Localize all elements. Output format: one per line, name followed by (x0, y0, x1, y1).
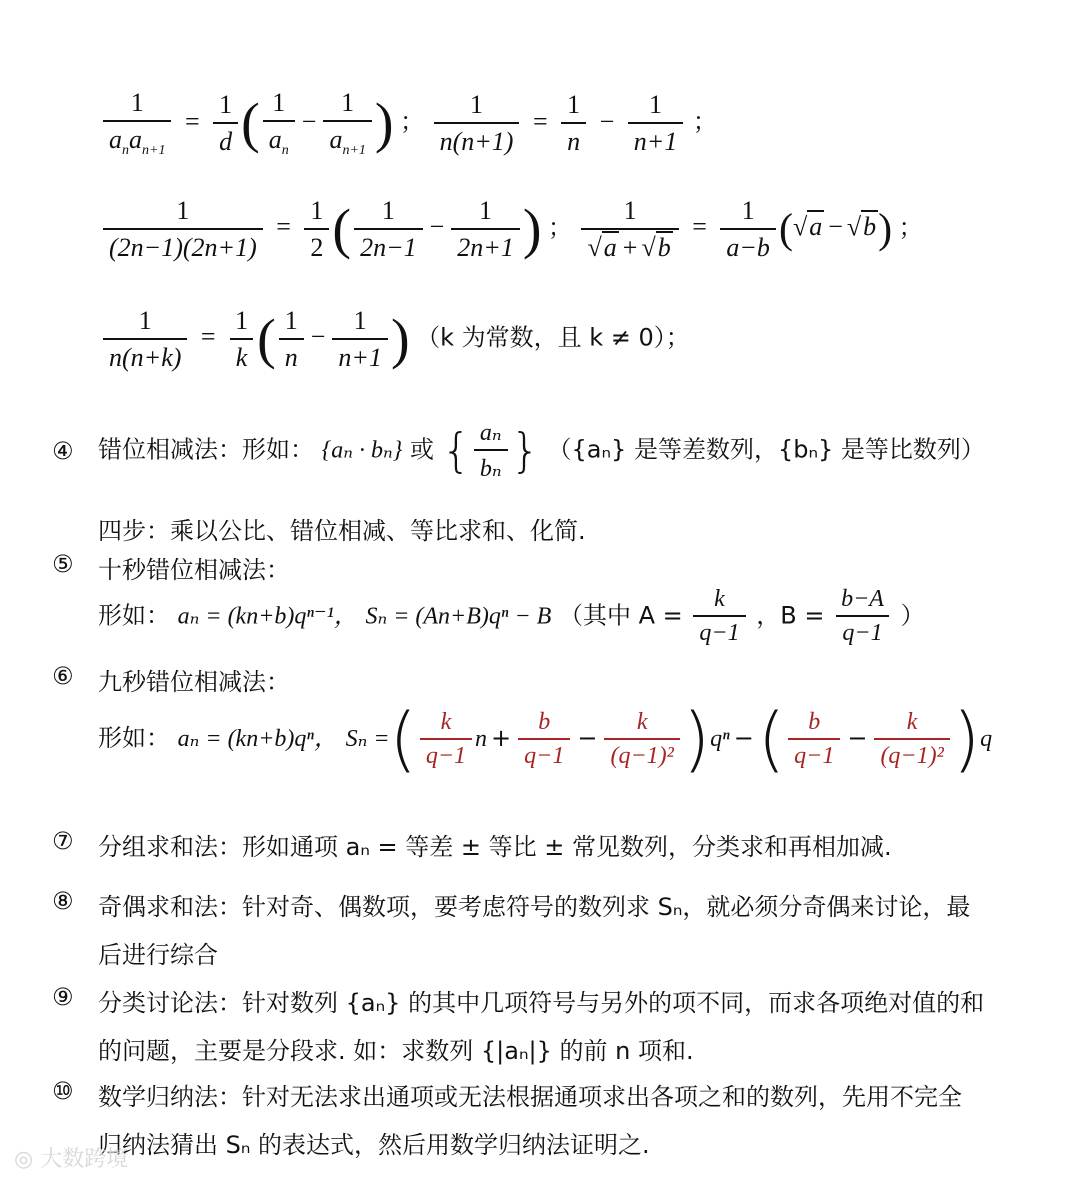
formula-row-1: $\frac{1}{a_na_{n+1}}$ = $\frac{1}{d}$ ( $\frac{1}{a_n}$ − $\frac{1}{a_{n+1}}$ ) ； $\frac{1}{n(n+1)}$ = $\frac{1}{n}$ − $\frac{1}{n+1}$ ； (100, 88, 717, 159)
frac-3: $\frac{1}{n}$ (279, 306, 304, 373)
item-4-line: 错位相减法：形如： {aₙ · bₙ} 或 { $\frac{\text{aₙ}}{\text{bₙ}}$ } （{aₙ} 是等差数列，{bₙ} 是等比数列） (98, 420, 985, 482)
item-marker-4: ④ (52, 437, 74, 465)
item-6-title: 九秒错位相减法： (98, 668, 290, 696)
frac-4: $\frac{1}{n+1}$ (332, 306, 388, 373)
item-marker-5: ⑤ (52, 550, 74, 578)
frac-3: $\frac{1}{2n-1}$ (354, 196, 423, 263)
watermark: ◎ 大数跨境 (14, 1147, 129, 1172)
frac-4: $\frac{1}{2n+1}$ (451, 196, 520, 263)
frac-5: $\frac{1}{√a + √b}$ (581, 196, 678, 263)
item-6-formula: 形如： aₙ = (kn+b)qⁿ， Sₙ =( $\frac{k}{q-1}$ n + $\frac{b}{q-1}$ − $\frac{k}{\text{(q−1)²}}$ )qⁿ −( $\frac{b}{q-1}$ − $\frac{k}{\text{(q−1)²}}$ )q (98, 698, 993, 780)
frac-2: $\frac{1}{k}$ (229, 306, 254, 373)
frac-6: $\frac{1}{a-b}$ (720, 196, 776, 263)
frac-1: $\frac{1}{n(n+k)}$ (103, 306, 187, 373)
frac-4: $\frac{1}{a_{n+1}}$ (323, 88, 371, 159)
item-10-line-1: 数学归纳法：针对无法求出通项或无法根据通项求出各项之和的数列，先用不完全 (98, 1083, 962, 1111)
item-10-line-2: 归纳法猜出 Sₙ 的表达式，然后用数学归纳法证明之. (98, 1131, 650, 1159)
item-7-text: 分组求和法：形如通项 aₙ = 等差 ± 等比 ± 常见数列，分类求和再相加减. (98, 833, 892, 861)
item-9-line-2: 的问题，主要是分段求. 如：求数列 {|aₙ|} 的前 n 项和. (98, 1037, 694, 1065)
frac-5: $\frac{1}{n(n+1)}$ (434, 90, 520, 157)
watermark-logo-icon: ◎ (14, 1147, 34, 1172)
item-8-line-1: 奇偶求和法：针对奇、偶数项，要考虑符号的数列求 Sₙ，就必须分奇偶来讨论，最 (98, 893, 971, 921)
frac-2: $\frac{1}{2}$ (304, 196, 329, 263)
frac-3: $\frac{1}{a_n}$ (263, 88, 295, 159)
item-marker-8: ⑧ (52, 887, 74, 915)
formula-row-3: $\frac{1}{n(n+k)}$ = $\frac{1}{k}$ ( $\frac{1}{n}$ − $\frac{1}{n+1}$ ) （k 为常数，且 k ≠ 0）； (100, 306, 690, 373)
item-5-formula: 形如： aₙ = (kn+b)qⁿ⁻¹， Sₙ = (An+B)qⁿ − B （其中 A = $\frac{k}{q-1}$ ，B = $\frac{b-A}{q-1}$ ） (98, 586, 925, 646)
item-marker-9: ⑨ (52, 983, 74, 1011)
item-marker-7: ⑦ (52, 827, 74, 855)
frac-6: $\frac{1}{n}$ (561, 90, 586, 157)
item-4-steps: 四步：乘以公比、错位相减、等比求和、化简. (98, 517, 586, 545)
item-5-title: 十秒错位相减法： (98, 556, 290, 584)
item-marker-10: ⑩ (52, 1077, 74, 1105)
item-9-line-1: 分类讨论法：针对数列 {aₙ} 的其中几项符号与另外的项不同，而求各项绝对值的和 (98, 989, 985, 1017)
frac-7: $\frac{1}{n+1}$ (628, 90, 684, 157)
formula-row-2: $\frac{1}{(2n-1)(2n+1)}$ = $\frac{1}{2}$ ( $\frac{1}{2n-1}$ − $\frac{1}{2n+1}$ ) ； $\frac{1}{√a + √b}$ = $\frac{1}{a-b}$ (√a − √b) ； (100, 196, 923, 263)
frac-1: $\frac{1}{(2n-1)(2n+1)}$ (103, 196, 263, 263)
frac-2: $\frac{1}{d}$ (213, 90, 238, 157)
item-8-line-2: 后进行综合 (98, 941, 218, 969)
item-marker-6: ⑥ (52, 662, 74, 690)
frac-1: $\frac{1}{a_na_{n+1}}$ (103, 88, 171, 159)
